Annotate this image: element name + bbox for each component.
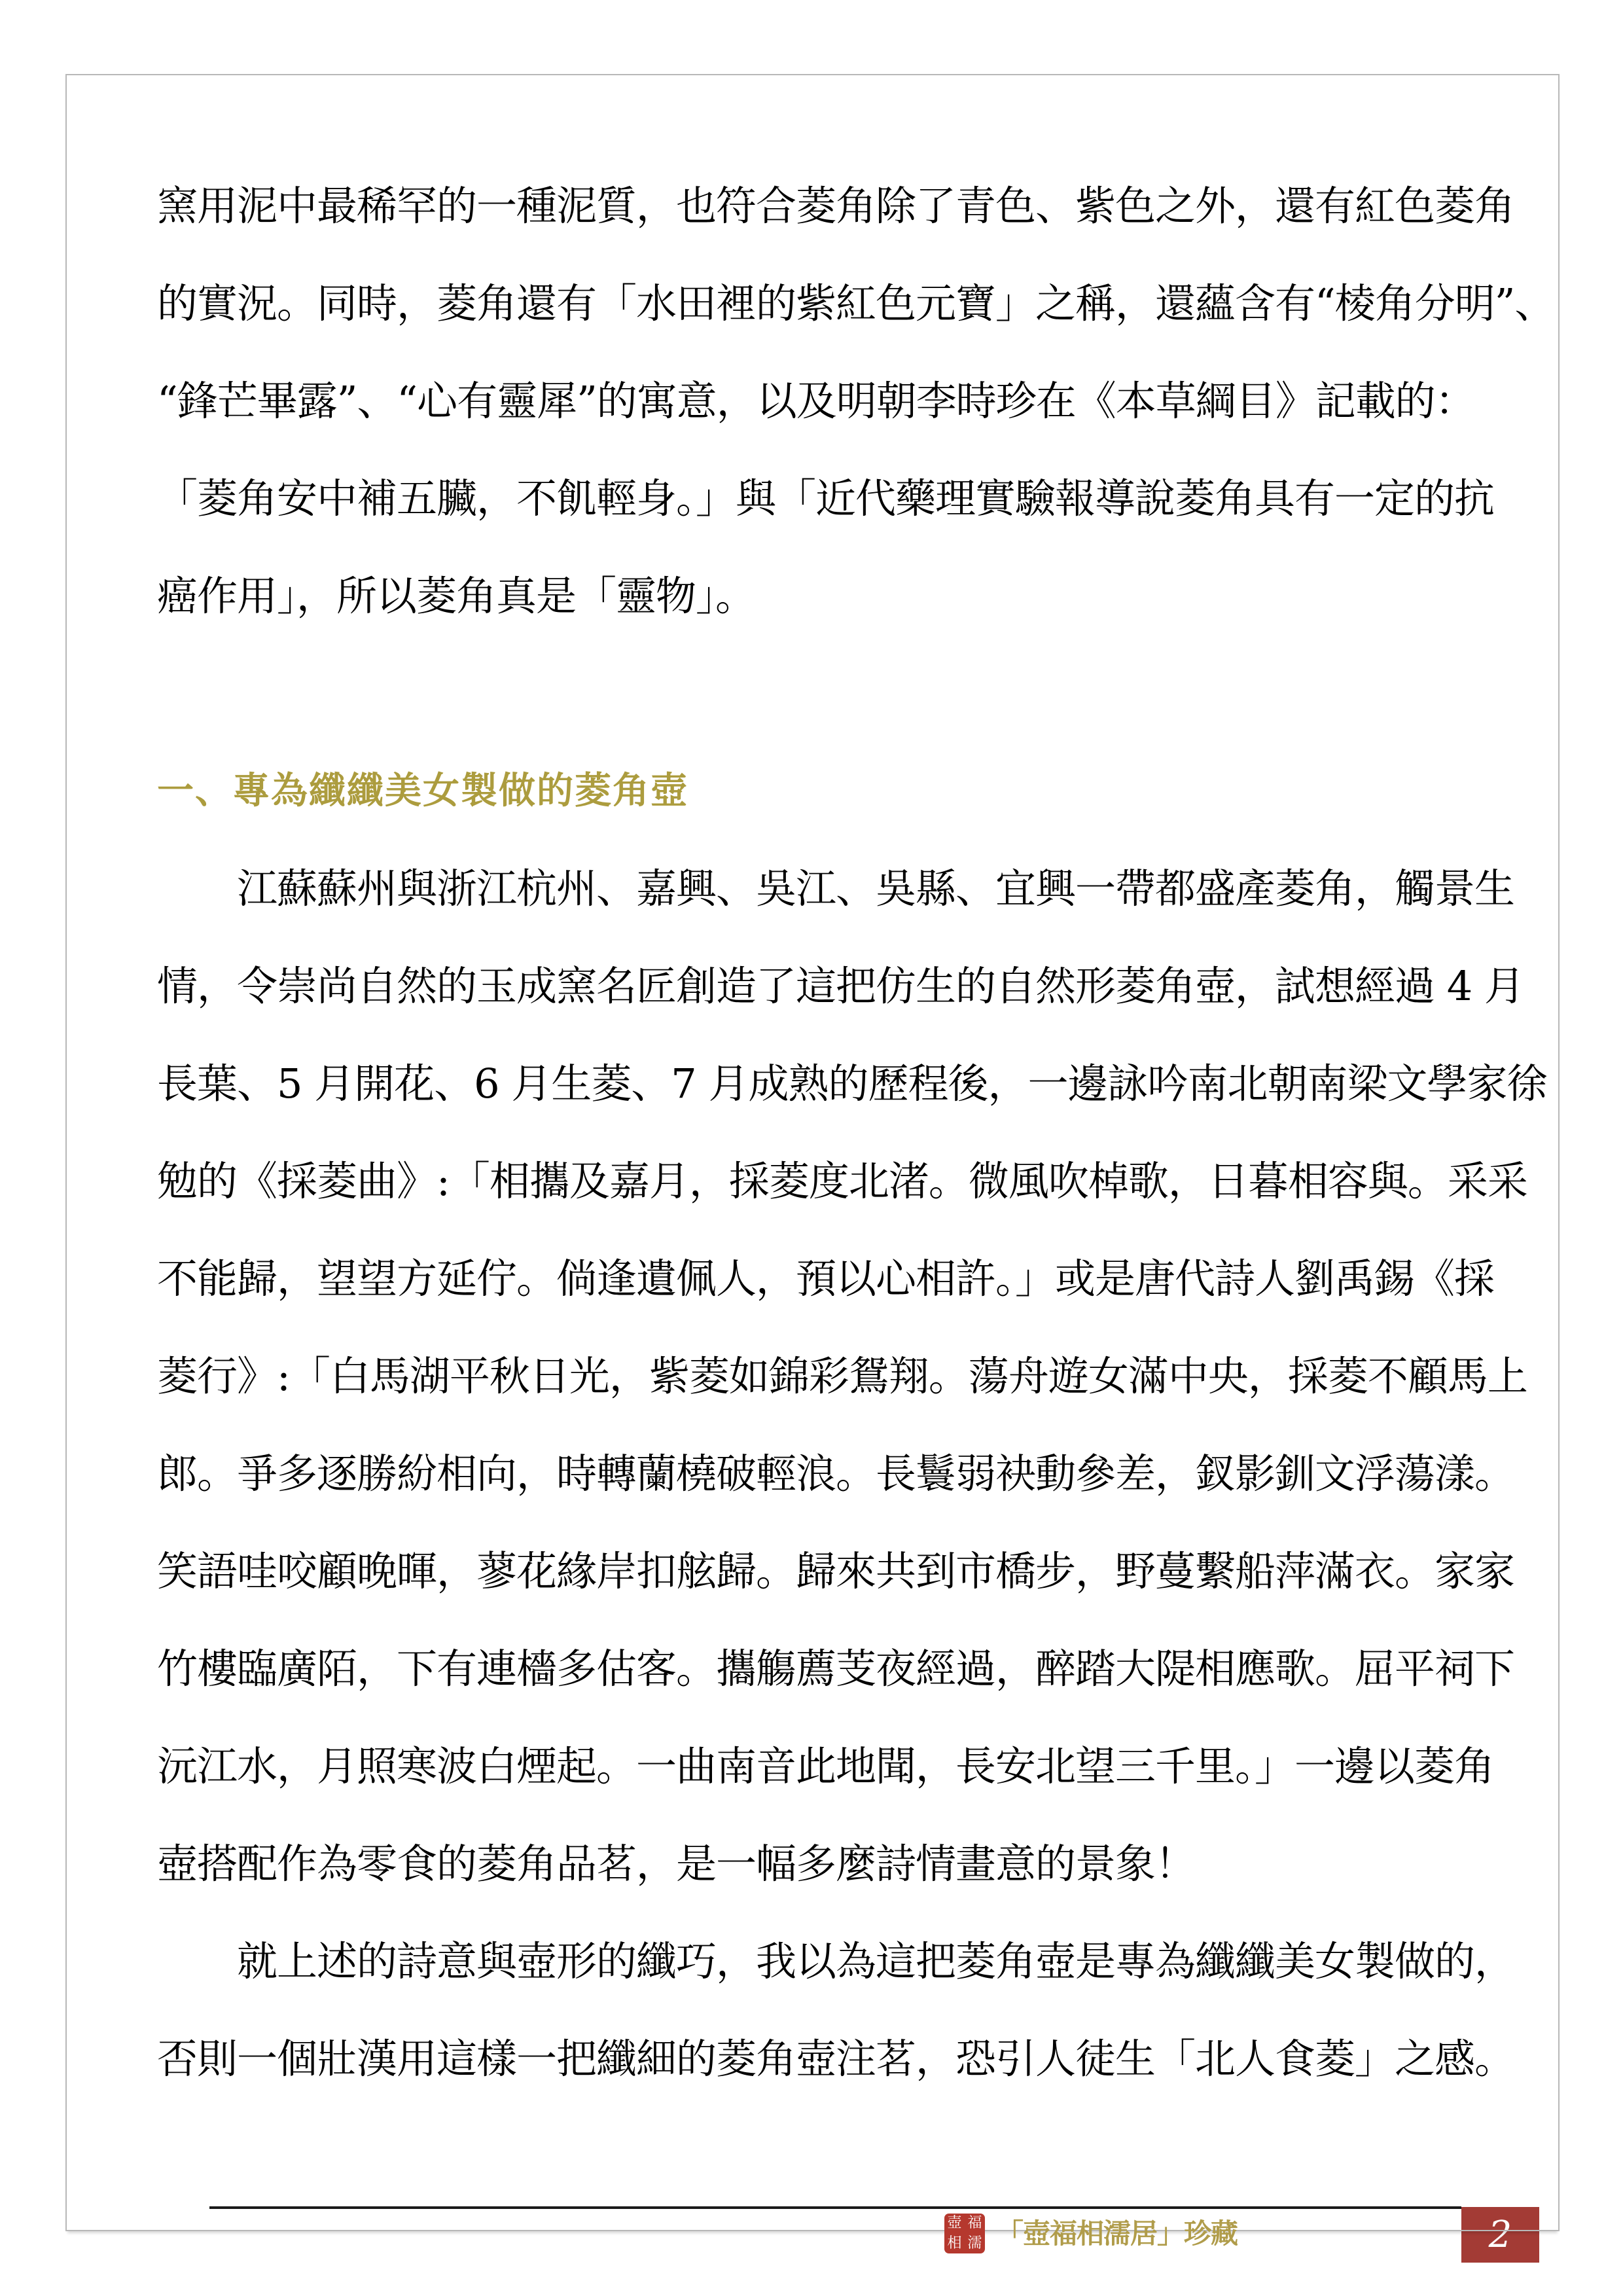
seal-char: 相 — [947, 2234, 962, 2251]
paragraph2-line: 笑語哇咬顧晚暉，蓼花緣岸扣舷歸。歸來共到市橋步，野蔓繫船萍滿衣。家家 — [157, 1547, 1515, 1595]
paragraph1-line: “鋒芒畢露”、“心有靈犀”的寓意，以及明朝李時珍在《本草綱目》記載的： — [157, 377, 1475, 425]
paragraph1-line: 的實況。同時，菱角還有「水田裡的紫紅色元寶」之稱，還蘊含有“棱角分明”、 — [157, 279, 1555, 327]
collection-seal-icon — [944, 2214, 985, 2253]
paragraph2-line: 郎。爭多逐勝紛相向，時轉蘭橈破輕浪。長鬟弱袂動參差，釵影釧文浮蕩漾。 — [157, 1450, 1515, 1498]
blank-line — [157, 645, 1495, 742]
paragraph2-line: 沅江水，月照寒波白煙起。一曲南音此地聞，長安北望三千里。」一邊以菱角 — [157, 1742, 1495, 1790]
paragraph2-line: 情，令崇尚自然的玉成窯名匠創造了這把仿生的自然形菱角壺，試想經過 4 月 — [157, 962, 1524, 1010]
seal-char: 福 — [967, 2215, 982, 2232]
seal-char: 壺 — [947, 2215, 962, 2232]
paragraph2-line: 竹樓臨廣陌，下有連檣多估客。攜觴薦芰夜經過，醉踏大隄相應歌。屈平祠下 — [157, 1645, 1515, 1693]
footer-rule — [209, 2206, 1461, 2209]
page-number: 2 — [1488, 2214, 1512, 2256]
paragraph2-line: 江蘇蘇州與浙江杭州、嘉興、吳江、吳縣、宜興一帶都盛產菱角，觸景生 — [237, 865, 1515, 912]
paragraph2-line: 勉的《採菱曲》:「相攜及嘉月，採菱度北渚。微風吹棹歌，日暮相容與。采采 — [157, 1157, 1527, 1205]
paragraph2-line: 壺搭配作為零食的菱角品茗，是一幅多麼詩情畫意的景象！ — [157, 1840, 1196, 1888]
paragraph1-line: 癌作用」，所以菱角真是「靈物」。 — [157, 572, 756, 620]
paragraph1-line: 窯用泥中最稀罕的一種泥質，也符合菱角除了青色、紫色之外，還有紅色菱角 — [157, 182, 1515, 230]
collection-label: 「壺福相濡居」珍藏 — [996, 2217, 1238, 2250]
paragraph2-line: 長葉、5 月開花、6 月生菱、7 月成熟的歷程後，一邊詠吟南北朝南梁文學家徐 — [157, 1060, 1547, 1107]
paragraph3-line: 否則一個壯漢用這樣一把纖細的菱角壺注茗，恐引人徒生「北人食菱」之感。 — [157, 2035, 1515, 2083]
seal-char: 濡 — [967, 2234, 982, 2251]
section-heading: 一、專為纖纖美女製做的菱角壺 — [157, 769, 688, 812]
body-text — [157, 157, 1555, 2108]
paragraph1-line: 「菱角安中補五臟，不飢輕身。」與「近代藥理實驗報導說菱角具有一定的抗 — [157, 475, 1495, 522]
page-number-badge — [1461, 2207, 1539, 2263]
paragraph2-line: 不能歸，望望方延佇。倘逢遺佩人，預以心相許。」或是唐代詩人劉禹錫《採 — [157, 1255, 1495, 1302]
paragraph2-line: 菱行》:「白馬湖平秋日光，紫菱如錦彩鴛翔。蕩舟遊女滿中央，採菱不顧馬上 — [157, 1352, 1527, 1400]
paragraph3-line: 就上述的詩意與壺形的纖巧，我以為這把菱角壺是專為纖纖美女製做的， — [237, 1937, 1515, 1985]
